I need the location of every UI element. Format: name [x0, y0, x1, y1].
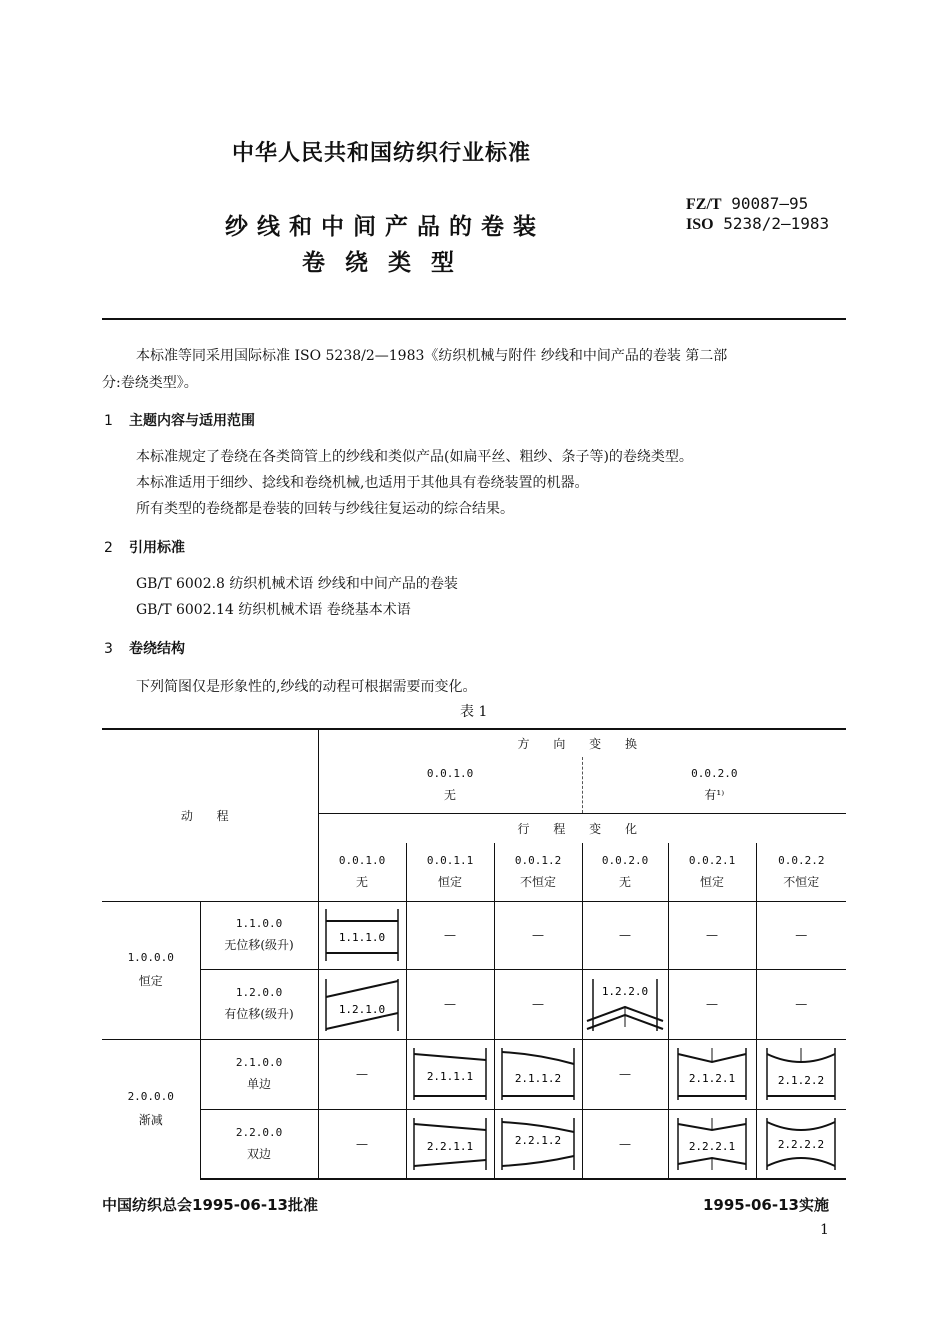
document-title-line1: 纱线和中间产品的卷装 [225, 214, 545, 240]
section2-number: 2 [104, 540, 113, 556]
winding-cell [318, 969, 406, 1039]
traverse-change-header: 行 程 变 化 [517, 821, 647, 836]
row-code: 2.2.0.0 [235, 1125, 283, 1139]
row-header [200, 901, 318, 969]
code-iso: 5238/2—1983 [723, 214, 830, 233]
row-label: 无位移(级升) [224, 938, 294, 952]
table-cell: — [756, 901, 846, 969]
row-header [200, 969, 318, 1039]
row-code: 1.2.0.0 [235, 986, 283, 999]
group-2-cell [102, 1039, 200, 1179]
stroke-header: 动 程 [180, 808, 239, 823]
group-1-code: 1.0.0.0 [127, 951, 174, 964]
diagram-label: 2.2.1.2 [514, 1133, 562, 1147]
col-label: 不恒定 [783, 874, 820, 889]
winding-diagram-1110 [322, 907, 402, 963]
col-label: 无 [619, 874, 632, 889]
direction-change-cell [318, 729, 846, 757]
section1-heading [104, 410, 255, 430]
table-cell: — [582, 901, 668, 969]
diagram-label: 2.1.1.1 [426, 1070, 474, 1083]
table-cell: — [494, 969, 582, 1039]
winding-diagram-2222 [761, 1114, 841, 1174]
dir-yes-code: 0.0.2.0 [691, 766, 738, 780]
section1-para3: 所有类型的卷绕都是卷装的回转与纱线往复运动的综合结果。 [136, 501, 514, 517]
col-code: 0.0.1.0 [338, 853, 386, 867]
winding-cell [494, 1039, 582, 1109]
intro-line1: 本标准等同采用国际标准 ISO 5238/2—1983《纺织机械与附件 纱线和中间产品的卷装 第二部 [136, 348, 728, 364]
winding-diagram-2221 [672, 1114, 752, 1174]
row-header [200, 1039, 318, 1109]
table-cell: — [318, 1039, 406, 1109]
traverse-change-cell [318, 813, 846, 843]
col-header [668, 843, 756, 901]
row-header [200, 1109, 318, 1179]
stroke-header-cell [102, 729, 318, 901]
col-label: 恒定 [438, 874, 463, 889]
table-cell: — [668, 901, 756, 969]
code-prefix-iso: ISO [686, 216, 714, 233]
group-2-code: 2.0.0.0 [127, 1090, 174, 1104]
col-code: 0.0.2.0 [601, 853, 649, 867]
winding-diagram-2212 [498, 1114, 578, 1174]
winding-types-table [102, 728, 846, 1180]
reference-2: GB/T 6002.14 纺织机械术语 卷绕基本术语 [136, 602, 411, 618]
winding-cell [406, 1039, 494, 1109]
diagram-label: 1.1.1.0 [338, 931, 386, 944]
winding-cell [318, 901, 406, 969]
winding-diagram-2112 [498, 1044, 578, 1104]
col-header [494, 843, 582, 901]
section1-para1: 本标准规定了卷绕在各类筒管上的纱线和类似产品(如扁平丝、粗纱、条子等)的卷绕类型。 [136, 449, 693, 465]
dir-yes-label: 有¹⁾ [704, 787, 725, 802]
section3-number: 3 [104, 641, 113, 657]
section3-heading [104, 638, 185, 658]
row-code: 2.1.0.0 [235, 1056, 283, 1069]
winding-cell [582, 969, 668, 1039]
col-header [756, 843, 846, 901]
col-header [582, 843, 668, 901]
approval-note: 中国纺织总会1995-06-13批准 [102, 1196, 318, 1214]
section2-heading [104, 537, 185, 557]
diagram-label: 1.2.1.0 [338, 1003, 386, 1016]
table-caption: 表 1 [460, 704, 488, 720]
page-number: 1 [820, 1222, 829, 1238]
col-header [318, 843, 406, 901]
row-label: 双边 [247, 1146, 272, 1161]
issuer-heading: 中华人民共和国纺织行业标准 [232, 141, 532, 166]
winding-cell [406, 1109, 494, 1179]
group-2-label: 渐减 [138, 1113, 163, 1128]
table-cell: — [756, 969, 846, 1039]
title-rule [102, 318, 846, 320]
dir-none-cell [318, 757, 582, 813]
row-label: 单边 [247, 1077, 272, 1091]
table-cell: — [582, 1039, 668, 1109]
section3-para1: 下列简图仅是形象性的,纱线的动程可根据需要而变化。 [136, 679, 477, 695]
document-title-line2: 卷绕类型 [302, 250, 474, 276]
section1-number: 1 [104, 413, 113, 429]
col-code: 0.0.2.2 [778, 853, 825, 867]
winding-diagram-2211 [410, 1114, 490, 1174]
reference-1: GB/T 6002.8 纺织机械术语 纱线和中间产品的卷装 [136, 576, 458, 592]
table-cell: — [582, 1109, 668, 1179]
table-cell: — [318, 1109, 406, 1179]
col-code: 0.0.2.1 [688, 853, 736, 867]
col-label: 恒定 [700, 874, 725, 889]
standard-code [686, 194, 829, 234]
table-cell: — [406, 969, 494, 1039]
diagram-label: 2.2.1.1 [426, 1139, 474, 1153]
section3-title: 卷绕结构 [129, 641, 185, 657]
direction-change-header: 方 向 变 换 [517, 737, 647, 751]
dir-none-code: 0.0.1.0 [426, 766, 474, 780]
winding-diagram-1220 [585, 975, 665, 1033]
diagram-label: 2.2.2.1 [688, 1139, 736, 1153]
diagram-label: 2.1.2.1 [688, 1072, 736, 1085]
col-code: 0.0.1.2 [514, 853, 562, 867]
table-cell: — [406, 901, 494, 969]
effective-date: 1995-06-13实施 [703, 1196, 829, 1214]
table-cell: — [494, 901, 582, 969]
row-code: 1.1.0.0 [235, 917, 283, 930]
section1-para2: 本标准适用于细纱、捻线和卷绕机械,也适用于其他具有卷绕装置的机器。 [136, 475, 589, 491]
col-label: 不恒定 [520, 874, 557, 889]
diagram-label: 2.1.1.2 [514, 1072, 562, 1085]
group-1-cell [102, 901, 200, 1039]
group-1-label: 恒定 [138, 974, 163, 988]
winding-diagram-2122 [761, 1044, 841, 1104]
winding-cell [668, 1109, 756, 1179]
winding-diagram-2111 [410, 1044, 490, 1104]
winding-diagram-2121 [672, 1044, 752, 1104]
section2-title: 引用标准 [129, 540, 185, 556]
code-prefix-fzt: FZ/T [686, 196, 722, 213]
diagram-label: 1.2.2.0 [601, 985, 649, 998]
col-label: 无 [356, 874, 369, 889]
intro-line2: 分:卷绕类型》。 [102, 375, 198, 391]
diagram-label: 2.2.2.2 [778, 1137, 825, 1151]
col-code: 0.0.1.1 [426, 853, 474, 867]
section1-title: 主题内容与适用范围 [129, 413, 255, 429]
col-header [406, 843, 494, 901]
dir-none-label: 无 [444, 787, 457, 802]
code-fzt: 90087—95 [731, 194, 809, 213]
winding-cell [668, 1039, 756, 1109]
winding-cell [494, 1109, 582, 1179]
row-label: 有位移(级升) [224, 1007, 294, 1021]
dir-yes-cell [582, 757, 846, 813]
diagram-label: 2.1.2.2 [778, 1074, 825, 1087]
winding-cell [756, 1109, 846, 1179]
winding-diagram-1210 [322, 975, 402, 1033]
table-cell: — [668, 969, 756, 1039]
winding-cell [756, 1039, 846, 1109]
